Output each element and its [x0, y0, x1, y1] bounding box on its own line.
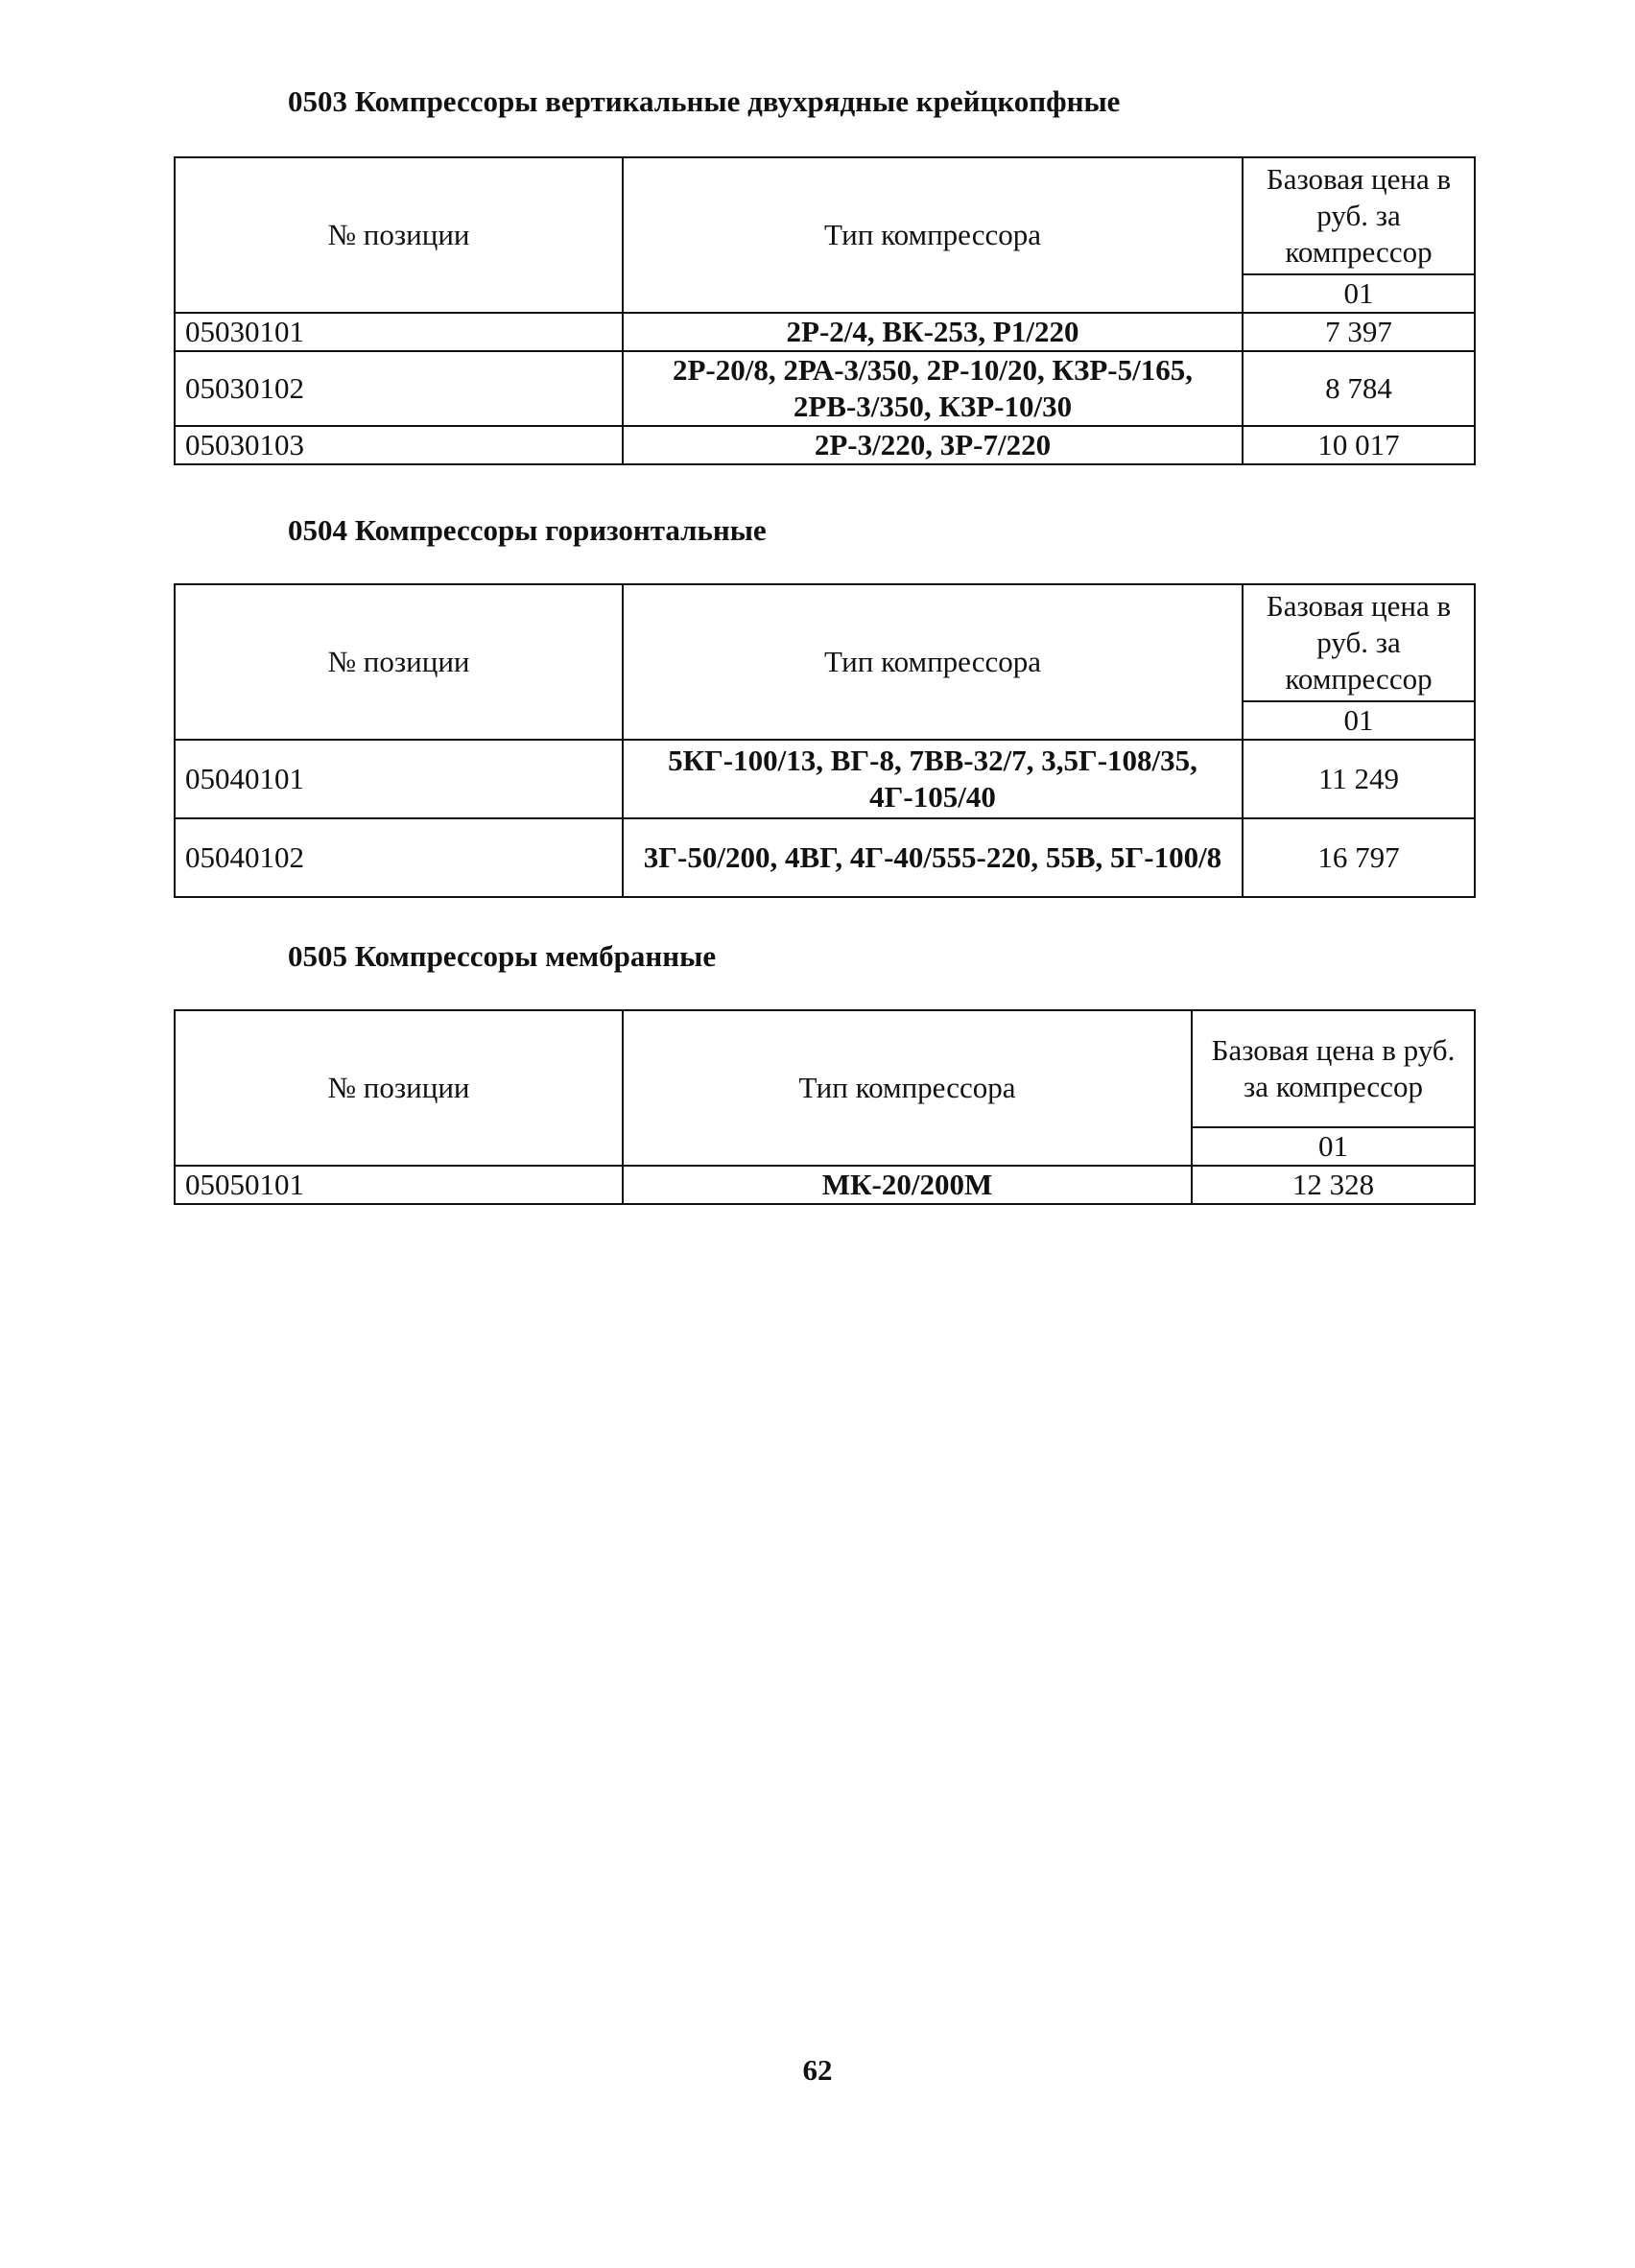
position-cell: 05030101	[175, 313, 623, 351]
table-row	[175, 426, 1475, 464]
table-row	[175, 313, 1475, 351]
page-number: 62	[802, 2053, 833, 2087]
header-price-sub: 01	[1243, 701, 1475, 740]
section-title-0504: 0504 Компрессоры горизонтальные	[288, 513, 767, 547]
header-price: Базовая цена в руб. за компрессор	[1243, 584, 1475, 701]
price-cell: 12 328	[1192, 1166, 1475, 1204]
price-cell: 16 797	[1243, 818, 1475, 897]
table-row	[175, 1166, 1475, 1204]
type-cell: МК-20/200М	[623, 1166, 1192, 1204]
position-cell: 05030102	[175, 351, 623, 426]
header-type: Тип компрессора	[623, 584, 1243, 740]
position-cell: 05050101	[175, 1166, 623, 1204]
position-cell: 05040101	[175, 740, 623, 818]
header-price: Базовая цена в руб. за компрессор	[1192, 1010, 1475, 1127]
header-type: Тип компрессора	[623, 157, 1243, 313]
type-cell: 2Р-20/8, 2РА-3/350, 2Р-10/20, КЗР-5/165, 2РВ-3/350, КЗР-10/30	[623, 351, 1243, 426]
price-table-0505	[174, 1009, 1476, 1205]
section-title-0503: 0503 Компрессоры вертикальные двухрядные крейцкопфные	[288, 84, 1121, 118]
table-row	[175, 740, 1475, 818]
header-price: Базовая цена в руб. за компрессор	[1243, 157, 1475, 274]
header-position: № позиции	[175, 1010, 623, 1166]
section-title-0505: 0505 Компрессоры мембранные	[288, 939, 717, 973]
type-cell: 3Г-50/200, 4ВГ, 4Г-40/555-220, 55В, 5Г-100/8	[623, 818, 1243, 897]
position-cell: 05040102	[175, 818, 623, 897]
table-row	[175, 351, 1475, 426]
header-type: Тип компрессора	[623, 1010, 1192, 1166]
type-cell: 5КГ-100/13, ВГ-8, 7ВВ-32/7, 3,5Г-108/35, 4Г-105/40	[623, 740, 1243, 818]
table-row	[175, 818, 1475, 897]
price-cell: 8 784	[1243, 351, 1475, 426]
type-cell: 2Р-3/220, 3Р-7/220	[623, 426, 1243, 464]
price-cell: 10 017	[1243, 426, 1475, 464]
price-cell: 11 249	[1243, 740, 1475, 818]
price-table-0504	[174, 583, 1476, 898]
price-table-0503	[174, 156, 1476, 465]
position-cell: 05030103	[175, 426, 623, 464]
price-cell: 7 397	[1243, 313, 1475, 351]
header-price-sub: 01	[1243, 274, 1475, 313]
header-position: № позиции	[175, 157, 623, 313]
type-cell: 2Р-2/4, ВК-253, Р1/220	[623, 313, 1243, 351]
header-position: № позиции	[175, 584, 623, 740]
header-price-sub: 01	[1192, 1127, 1475, 1166]
